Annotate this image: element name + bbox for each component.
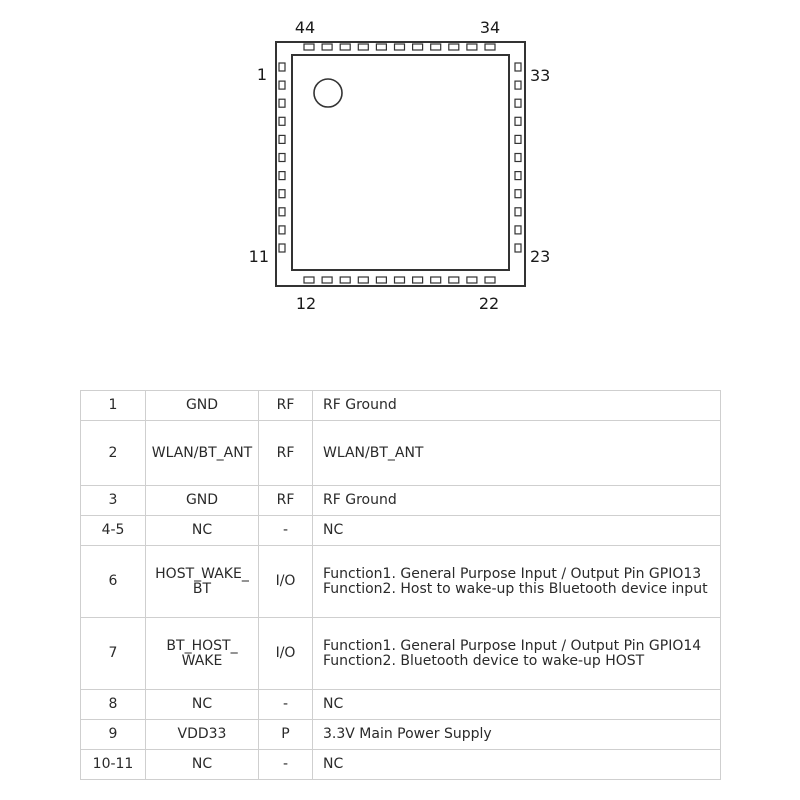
pin-description-cell: [313, 618, 721, 690]
module-pinout-diagram: [0, 0, 800, 340]
pad: [515, 172, 521, 180]
table-row: [81, 720, 721, 750]
pad: [279, 172, 285, 180]
pin-table-body: [81, 391, 721, 780]
pin-name-cell: NC: [146, 750, 259, 780]
pin-name-line: BT: [192, 580, 212, 597]
pin-label-34: 34: [479, 18, 501, 37]
pin-label-11: 11: [248, 247, 269, 266]
pad: [376, 44, 386, 50]
pin-type-cell: I/O: [259, 546, 313, 618]
pad: [515, 226, 521, 234]
module-package-outline: [276, 42, 525, 286]
description-line: NC: [323, 522, 344, 538]
pad: [515, 81, 521, 89]
pad: [485, 277, 495, 283]
pin1-marker-dot: [314, 79, 342, 107]
pad: [413, 44, 423, 50]
pad: [467, 277, 477, 283]
description-line: RF Ground: [323, 492, 397, 508]
pad: [304, 44, 314, 50]
table-row: [81, 486, 721, 516]
pin-description-cell: [313, 720, 721, 750]
pad: [376, 277, 386, 283]
pin-label-22: 22: [478, 294, 500, 313]
pad: [340, 277, 350, 283]
pad: [449, 277, 459, 283]
pin-type-cell: -: [259, 690, 313, 720]
pin-description-cell: [313, 546, 721, 618]
pin-label-44: 44: [294, 18, 316, 37]
pad: [279, 81, 285, 89]
pad: [515, 135, 521, 143]
pad: [322, 277, 332, 283]
pin-type-cell: RF: [259, 421, 313, 486]
pin-name-line: HOST_WAKE_: [155, 565, 249, 582]
pad: [279, 208, 285, 216]
table-row: [81, 421, 721, 486]
pin-description-cell: [313, 690, 721, 720]
pad: [304, 277, 314, 283]
pad: [279, 154, 285, 162]
table-row: [81, 391, 721, 421]
pad: [279, 244, 285, 252]
pin-description-cell: [313, 516, 721, 546]
description-line: Function1. General Purpose Input / Output Pin GPIO13: [323, 565, 702, 582]
pin-name-cell: GND: [146, 391, 259, 421]
pin-description-cell: [313, 750, 721, 780]
pin-name-cell: [146, 546, 259, 618]
pin-number-cell: 3: [81, 486, 146, 516]
pin-number-cell: 7: [81, 618, 146, 690]
pad: [467, 44, 477, 50]
pin-type-cell: I/O: [259, 618, 313, 690]
pin-number-cell: 9: [81, 720, 146, 750]
pin-number-cell: 2: [81, 421, 146, 486]
pin-type-cell: RF: [259, 391, 313, 421]
description-line: Function2. Bluetooth device to wake-up HOST: [323, 652, 645, 669]
pad: [279, 135, 285, 143]
pin-name-cell: NC: [146, 516, 259, 546]
pin-label-23: 23: [530, 247, 551, 266]
pad: [515, 244, 521, 252]
description-line: Function2. Host to wake-up this Bluetooth device input: [323, 580, 708, 597]
table-row: [81, 750, 721, 780]
pin-number-cell: 10-11: [81, 750, 146, 780]
description-line: WLAN/BT_ANT: [323, 444, 424, 461]
pad: [515, 117, 521, 125]
pad: [395, 44, 405, 50]
description-line: NC: [323, 696, 344, 712]
pad: [395, 277, 405, 283]
pin-number-cell: 1: [81, 391, 146, 421]
module-pads: [279, 44, 521, 283]
pad: [340, 44, 350, 50]
pin-name-cell: [146, 618, 259, 690]
table-row: [81, 546, 721, 618]
pin-name-cell: NC: [146, 690, 259, 720]
pin-name-cell: WLAN/BT_ANT: [146, 421, 259, 486]
pin-description-table: [80, 390, 721, 780]
pin-description-cell: [313, 391, 721, 421]
pad: [279, 63, 285, 71]
table-row: [81, 690, 721, 720]
pad: [515, 63, 521, 71]
pad: [449, 44, 459, 50]
pin-number-cell: 8: [81, 690, 146, 720]
pin-type-cell: P: [259, 720, 313, 750]
pin-name-cell: GND: [146, 486, 259, 516]
pad: [279, 190, 285, 198]
pin-number-cell: 4-5: [81, 516, 146, 546]
pin-type-cell: RF: [259, 486, 313, 516]
pin-type-cell: -: [259, 750, 313, 780]
pin-label-1: 1: [256, 65, 267, 84]
pad: [279, 99, 285, 107]
description-line: Function1. General Purpose Input / Output Pin GPIO14: [323, 637, 702, 654]
pin-description-cell: [313, 421, 721, 486]
pad: [358, 44, 368, 50]
pad: [515, 154, 521, 162]
pad: [515, 208, 521, 216]
pad: [485, 44, 495, 50]
pin-description-cell: [313, 486, 721, 516]
description-line: RF Ground: [323, 397, 397, 413]
pin-name-cell: VDD33: [146, 720, 259, 750]
pin-label-12: 12: [295, 294, 317, 313]
pin-number-cell: 6: [81, 546, 146, 618]
pin-label-33: 33: [530, 66, 551, 85]
pad: [515, 99, 521, 107]
pad: [515, 190, 521, 198]
pin-type-cell: -: [259, 516, 313, 546]
pad: [431, 44, 441, 50]
pad: [358, 277, 368, 283]
description-line: 3.3V Main Power Supply: [323, 726, 492, 742]
pin-name-line: BT_HOST_: [166, 637, 238, 654]
table-row: [81, 516, 721, 546]
pad: [431, 277, 441, 283]
pad: [322, 44, 332, 50]
table-row: [81, 618, 721, 690]
pad: [279, 117, 285, 125]
pin-name-line: WAKE: [181, 652, 223, 669]
description-line: NC: [323, 756, 344, 772]
pad: [413, 277, 423, 283]
pad: [279, 226, 285, 234]
